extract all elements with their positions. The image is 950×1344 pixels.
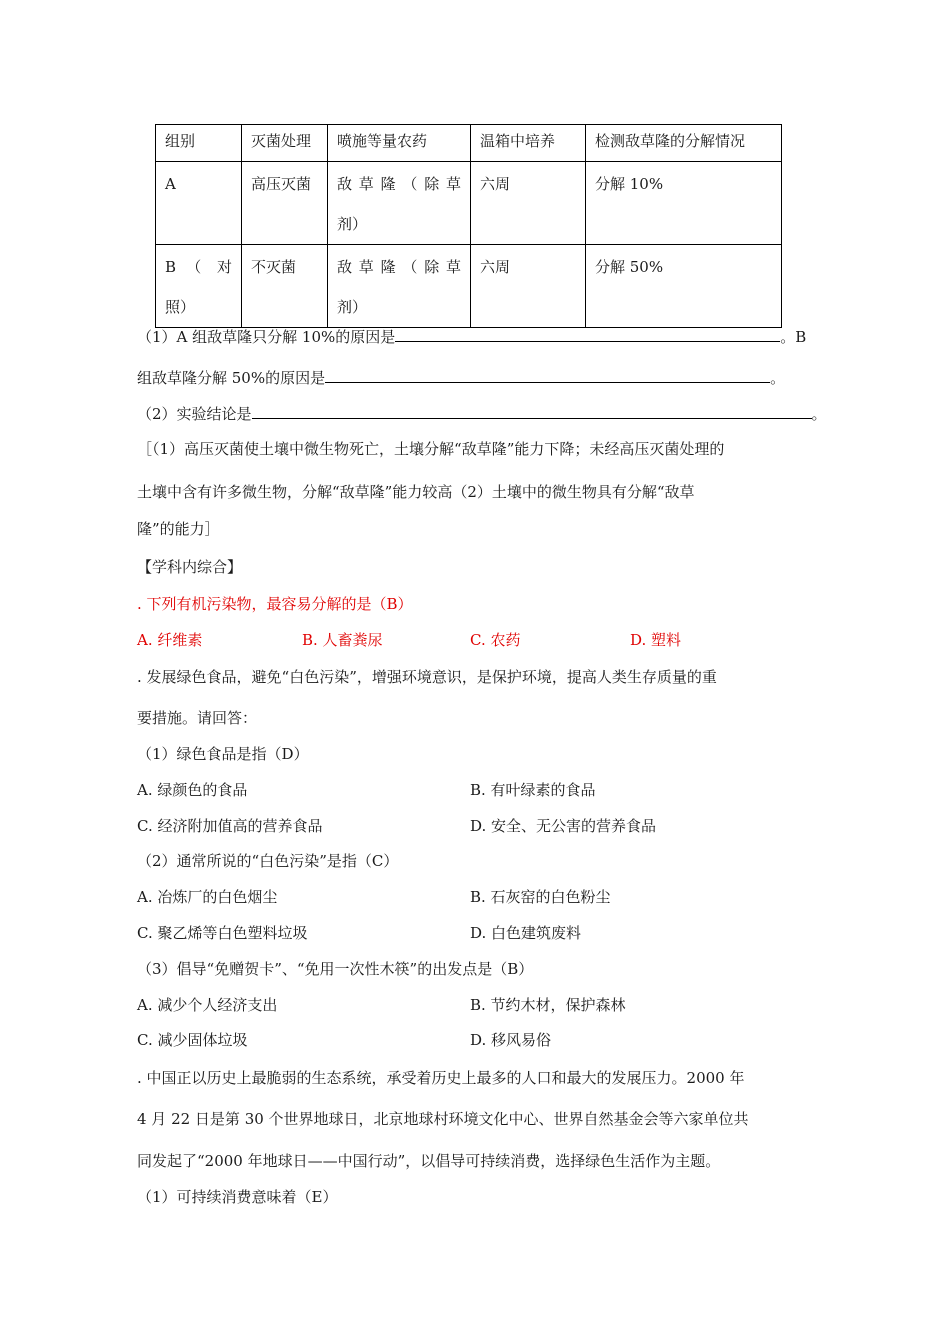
q2-option[interactable]: A. 冶炼厂的白色烟尘 — [137, 888, 278, 906]
table-cell-pesticide: 敌草隆（除草 剂） — [328, 245, 471, 328]
section-title: 【学科内综合】 — [137, 558, 243, 576]
answer-line: 土壤中含有许多微生物，分解“敌草隆”能力较高（2）土壤中的微生物具有分解“敌草 — [137, 483, 695, 501]
table-cell-pesticide: 敌草隆（除草 剂） — [328, 162, 471, 245]
q2-sub3: （3）倡导“免赠贺卡”、“免用一次性木筷”的出发点是（B） — [137, 960, 534, 978]
table-row — [156, 245, 782, 328]
q2-option[interactable]: B. 节约木材，保护森林 — [470, 996, 626, 1014]
answer-blank[interactable] — [252, 404, 812, 419]
q1-part1-cont-line: 组敌草隆分解 50%的原因是 。 — [137, 369, 786, 387]
table-header-cell: 灭菌处理 — [242, 125, 328, 162]
q2-option[interactable]: C. 减少固体垃圾 — [137, 1031, 248, 1049]
table-cell-result: 分解 50% — [586, 245, 782, 328]
mc1-option[interactable]: B. 人畜粪尿 — [302, 631, 383, 649]
table-header-cell: 温箱中培养 — [471, 125, 586, 162]
experiment-table — [155, 124, 782, 328]
q2-stem: 要措施。请回答： — [137, 709, 258, 727]
q2-sub2: （2）通常所说的“白色污染”是指（C） — [137, 852, 399, 870]
q3-stem: 同发起了“2000 年地球日——中国行动”，以倡导可持续消费，选择绿色生活作为主题。 — [137, 1152, 721, 1170]
q3-stem: 4 月 22 日是第 30 个世界地球日，北京地球村环境文化中心、世界自然基金会等六家单位共 — [137, 1110, 749, 1128]
table-cell-incubate: 六周 — [471, 162, 586, 245]
q2-option[interactable]: B. 有叶绿素的食品 — [470, 781, 596, 799]
table-cell-group: B （ 对 照） — [156, 245, 242, 328]
table-header-cell: 检测敌草隆的分解情况 — [586, 125, 782, 162]
mc1-option[interactable]: A. 纤维素 — [137, 631, 203, 649]
table-cell-sterilize: 高压灭菌 — [242, 162, 328, 245]
table-row — [156, 162, 782, 245]
answer-line: ［（1）高压灭菌使土壤中微生物死亡，土壤分解“敌草隆”能力下降；未经高压灭菌处理的 — [137, 440, 725, 458]
table-cell-incubate: 六周 — [471, 245, 586, 328]
q2-option[interactable]: A. 减少个人经济支出 — [137, 996, 278, 1014]
answer-line: 隆”的能力］ — [137, 520, 220, 538]
q2-option[interactable]: D. 白色建筑废料 — [470, 924, 582, 942]
table-cell-result: 分解 10% — [586, 162, 782, 245]
mc1-stem: . 下列有机污染物，最容易分解的是（B） — [137, 595, 413, 613]
table-cell-sterilize: 不灭菌 — [242, 245, 328, 328]
table-header-row — [156, 125, 782, 162]
q1-part1-line: （1）A 组敌草隆只分解 10%的原因是 。B — [137, 328, 807, 346]
answer-blank[interactable] — [325, 368, 770, 383]
table-cell-group: A — [156, 162, 242, 245]
q2-option[interactable]: D. 安全、无公害的营养食品 — [470, 817, 657, 835]
mc1-option[interactable]: D. 塑料 — [630, 631, 682, 649]
q1-part2-line: （2）实验结论是 。 — [137, 405, 827, 423]
q2-option[interactable]: C. 经济附加值高的营养食品 — [137, 817, 323, 835]
q2-option[interactable]: A. 绿颜色的食品 — [137, 781, 248, 799]
q2-option[interactable]: B. 石灰窑的白色粉尘 — [470, 888, 611, 906]
q3-stem: . 中国正以历史上最脆弱的生态系统，承受着历史上最多的人口和最大的发展压力。2000 年 — [137, 1069, 745, 1087]
table-header-cell: 喷施等量农药 — [328, 125, 471, 162]
q2-option[interactable]: D. 移风易俗 — [470, 1031, 552, 1049]
q2-stem: . 发展绿色食品，避免“白色污染”，增强环境意识，是保护环境，提高人类生存质量的重 — [137, 668, 717, 686]
q3-sub1: （1）可持续消费意味着（E） — [137, 1188, 338, 1206]
q2-option[interactable]: C. 聚乙烯等白色塑料垃圾 — [137, 924, 308, 942]
q2-sub1: （1）绿色食品是指（D） — [137, 745, 309, 763]
mc1-option[interactable]: C. 农药 — [470, 631, 521, 649]
answer-blank[interactable] — [395, 327, 780, 342]
table-header-cell: 组别 — [156, 125, 242, 162]
